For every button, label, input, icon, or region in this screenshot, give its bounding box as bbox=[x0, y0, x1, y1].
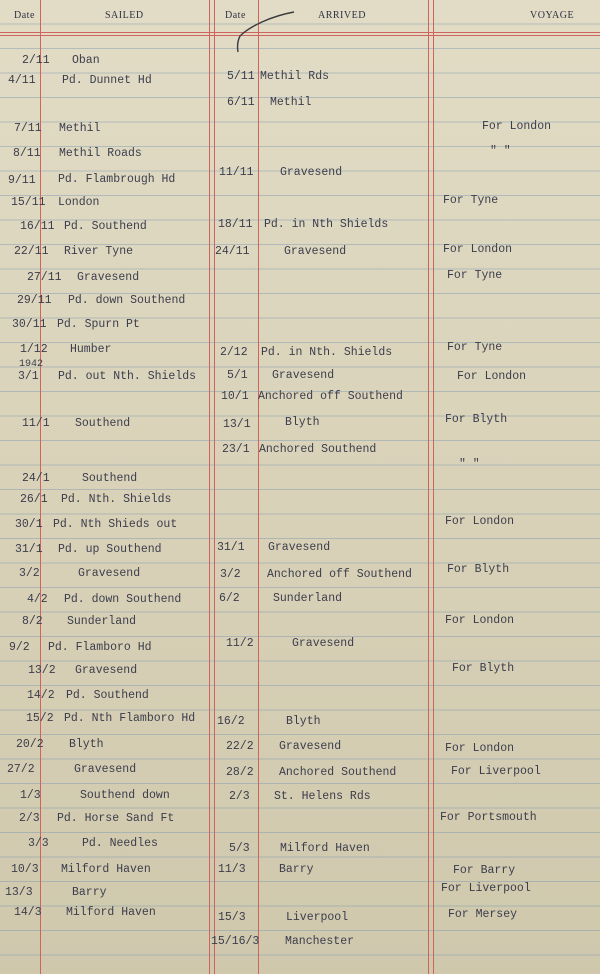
arrived-place: Gravesend bbox=[284, 245, 347, 258]
arrived-date: 16/2 bbox=[217, 715, 245, 728]
sailed-place: Pd. Nth Shieds out bbox=[53, 518, 178, 531]
sailed-date: 3/1 bbox=[18, 370, 39, 383]
sailed-date: 31/1 bbox=[15, 543, 43, 556]
sailed-place: Pd. Southend bbox=[66, 689, 149, 702]
sailed-place: Blyth bbox=[69, 738, 104, 751]
sailed-place: River Tyne bbox=[64, 245, 134, 258]
sailed-date: 3/2 bbox=[19, 567, 40, 580]
sailed-place: Gravesend bbox=[75, 664, 138, 677]
sailed-place: Gravesend bbox=[78, 567, 141, 580]
voyage-entry: For Tyne bbox=[443, 194, 499, 207]
voyage-entry: For Portsmouth bbox=[440, 811, 537, 824]
sailed-date: 11/1 bbox=[22, 417, 50, 430]
arrived-date: 15/3 bbox=[218, 911, 246, 924]
arrived-place: Blyth bbox=[286, 715, 321, 728]
arrived-date: 11/2 bbox=[226, 637, 254, 650]
sailed-date: 20/2 bbox=[16, 738, 44, 751]
arrived-date: 6/11 bbox=[227, 96, 255, 109]
voyage-entry: For London bbox=[445, 614, 515, 627]
header-arrived: ARRIVED bbox=[318, 10, 366, 21]
arrived-place: Gravesend bbox=[279, 740, 342, 753]
sailed-place: Pd. Flambrough Hd bbox=[58, 173, 176, 186]
margin-line bbox=[209, 0, 210, 974]
arrived-place: Anchored Southend bbox=[279, 766, 397, 779]
arrived-date: 5/11 bbox=[227, 70, 255, 83]
arrived-place: Sunderland bbox=[273, 592, 343, 605]
arrived-place: Milford Haven bbox=[280, 842, 370, 855]
sailed-place: Humber bbox=[70, 343, 112, 356]
arrived-place: Anchored Southend bbox=[259, 443, 377, 456]
voyage-entry: For Liverpool bbox=[441, 882, 531, 895]
arrived-place: Anchored off Southend bbox=[258, 390, 403, 403]
arrived-place: Gravesend bbox=[292, 637, 355, 650]
margin-line bbox=[428, 0, 429, 974]
arrived-date: 5/1 bbox=[227, 369, 248, 382]
voyage-ditto: " " bbox=[490, 145, 511, 158]
arrived-place: Liverpool bbox=[286, 911, 349, 924]
sailed-date: 4/2 bbox=[27, 593, 48, 606]
voyage-entry: For Tyne bbox=[447, 269, 503, 282]
sailed-date: 1/3 bbox=[20, 789, 41, 802]
sailed-date: 15/2 bbox=[26, 712, 54, 725]
arrived-place: St. Helens Rds bbox=[274, 790, 371, 803]
sailed-date: 4/11 bbox=[8, 74, 36, 87]
sailed-place: Southend bbox=[82, 472, 138, 485]
sailed-place: Milford Haven bbox=[66, 906, 156, 919]
sailed-place: Gravesend bbox=[77, 271, 140, 284]
sailed-place: Pd. Horse Sand Ft bbox=[57, 812, 175, 825]
sailed-date: 2/3 bbox=[19, 812, 40, 825]
arrived-date: 11/11 bbox=[219, 166, 254, 179]
arrived-date: 3/2 bbox=[220, 568, 241, 581]
sailed-place: Pd. Nth. Shields bbox=[61, 493, 172, 506]
sailed-date: 22/11 bbox=[14, 245, 49, 258]
arrived-date: 2/3 bbox=[229, 790, 250, 803]
pencil-mark bbox=[232, 8, 302, 58]
arrived-date: 18/11 bbox=[218, 218, 253, 231]
sailed-place: Southend bbox=[75, 417, 131, 430]
sailed-date: 2/11 bbox=[22, 54, 50, 67]
voyage-entry: For London bbox=[457, 370, 527, 383]
year-note: 1942 bbox=[19, 359, 44, 370]
sailed-place: Pd. Needles bbox=[82, 837, 158, 850]
sailed-place: Pd. Southend bbox=[64, 220, 147, 233]
sailed-place: Methil bbox=[59, 122, 101, 135]
sailed-place: Pd. out Nth. Shields bbox=[58, 370, 197, 383]
sailed-date: 8/11 bbox=[13, 147, 41, 160]
voyage-entry: For Blyth bbox=[447, 563, 510, 576]
arrived-date: 5/3 bbox=[229, 842, 250, 855]
sailed-date: 16/11 bbox=[20, 220, 55, 233]
arrived-place: Gravesend bbox=[272, 369, 335, 382]
sailed-place: Pd. Spurn Pt bbox=[57, 318, 140, 331]
sailed-place: Methil Roads bbox=[59, 147, 142, 160]
voyage-entry: For London bbox=[445, 515, 515, 528]
sailed-place: Milford Haven bbox=[61, 863, 151, 876]
sailed-place: Southend down bbox=[80, 789, 170, 802]
margin-line bbox=[258, 0, 259, 974]
arrived-place: Manchester bbox=[285, 935, 355, 948]
arrived-date: 23/1 bbox=[222, 443, 250, 456]
arrived-place: Pd. in Nth Shields bbox=[264, 218, 389, 231]
arrived-date: 31/1 bbox=[217, 541, 245, 554]
header-date-sailed: Date bbox=[14, 10, 35, 21]
sailed-date: 9/2 bbox=[9, 641, 30, 654]
margin-line bbox=[433, 0, 434, 974]
arrived-place: Gravesend bbox=[280, 166, 343, 179]
sailed-date: 13/3 bbox=[5, 886, 33, 899]
sailed-place: Pd. down Southend bbox=[64, 593, 182, 606]
voyage-entry: For Blyth bbox=[452, 662, 515, 675]
sailed-date: 26/1 bbox=[20, 493, 48, 506]
sailed-place: Oban bbox=[72, 54, 100, 67]
arrived-place: Anchored off Southend bbox=[267, 568, 412, 581]
arrived-date: 10/1 bbox=[221, 390, 249, 403]
arrived-date: 11/3 bbox=[218, 863, 246, 876]
sailed-place: Pd. Dunnet Hd bbox=[62, 74, 152, 87]
sailed-date: 24/1 bbox=[22, 472, 50, 485]
voyage-entry: For Tyne bbox=[447, 341, 503, 354]
arrived-date: 22/2 bbox=[226, 740, 254, 753]
sailed-date: 14/2 bbox=[27, 689, 55, 702]
sailed-place: Pd. Flamboro Hd bbox=[48, 641, 152, 654]
arrived-date: 6/2 bbox=[219, 592, 240, 605]
margin-line bbox=[214, 0, 215, 974]
voyage-entry: For Blyth bbox=[445, 413, 508, 426]
sailed-date: 14/3 bbox=[14, 906, 42, 919]
sailed-date: 27/11 bbox=[27, 271, 62, 284]
arrived-date: 24/11 bbox=[215, 245, 250, 258]
sailed-date: 30/11 bbox=[12, 318, 47, 331]
sailed-place: Sunderland bbox=[67, 615, 137, 628]
arrived-place: Barry bbox=[279, 863, 314, 876]
sailed-place: Pd. Nth Flamboro Hd bbox=[64, 712, 196, 725]
sailed-date: 15/11 bbox=[11, 196, 46, 209]
sailed-place: London bbox=[58, 196, 100, 209]
header-voyage: VOYAGE bbox=[530, 10, 575, 21]
arrived-date: 15/16/3 bbox=[211, 935, 260, 948]
sailed-date: 9/11 bbox=[8, 174, 36, 187]
sailed-date: 10/3 bbox=[11, 863, 39, 876]
arrived-date: 28/2 bbox=[226, 766, 254, 779]
arrived-place: Blyth bbox=[285, 416, 320, 429]
sailed-place: Gravesend bbox=[74, 763, 137, 776]
sailed-place: Barry bbox=[72, 886, 107, 899]
voyage-entry: For Mersey bbox=[448, 908, 518, 921]
voyage-entry: For London bbox=[443, 243, 513, 256]
sailed-date: 3/3 bbox=[28, 837, 49, 850]
arrived-place: Methil Rds bbox=[260, 70, 330, 83]
sailed-date: 1/12 bbox=[20, 343, 48, 356]
arrived-place: Pd. in Nth. Shields bbox=[261, 346, 393, 359]
sailed-date: 30/1 bbox=[15, 518, 43, 531]
arrived-place: Methil bbox=[270, 96, 312, 109]
voyage-ditto: " " bbox=[459, 458, 480, 471]
voyage-entry: For Barry bbox=[453, 864, 516, 877]
sailed-date: 27/2 bbox=[7, 763, 35, 776]
arrived-date: 2/12 bbox=[220, 346, 248, 359]
voyage-entry: For London bbox=[445, 742, 515, 755]
sailed-date: 8/2 bbox=[22, 615, 43, 628]
arrived-date: 13/1 bbox=[223, 418, 251, 431]
sailed-place: Pd. down Southend bbox=[68, 294, 186, 307]
sailed-date: 13/2 bbox=[28, 664, 56, 677]
arrived-place: Gravesend bbox=[268, 541, 331, 554]
sailed-date: 7/11 bbox=[14, 122, 42, 135]
sailed-place: Pd. up Southend bbox=[58, 543, 162, 556]
voyage-entry: For Liverpool bbox=[451, 765, 541, 778]
header-date-arrived: Date bbox=[225, 10, 246, 21]
header-sailed: SAILED bbox=[105, 10, 144, 21]
sailed-date: 29/11 bbox=[17, 294, 52, 307]
voyage-entry: For London bbox=[482, 120, 552, 133]
